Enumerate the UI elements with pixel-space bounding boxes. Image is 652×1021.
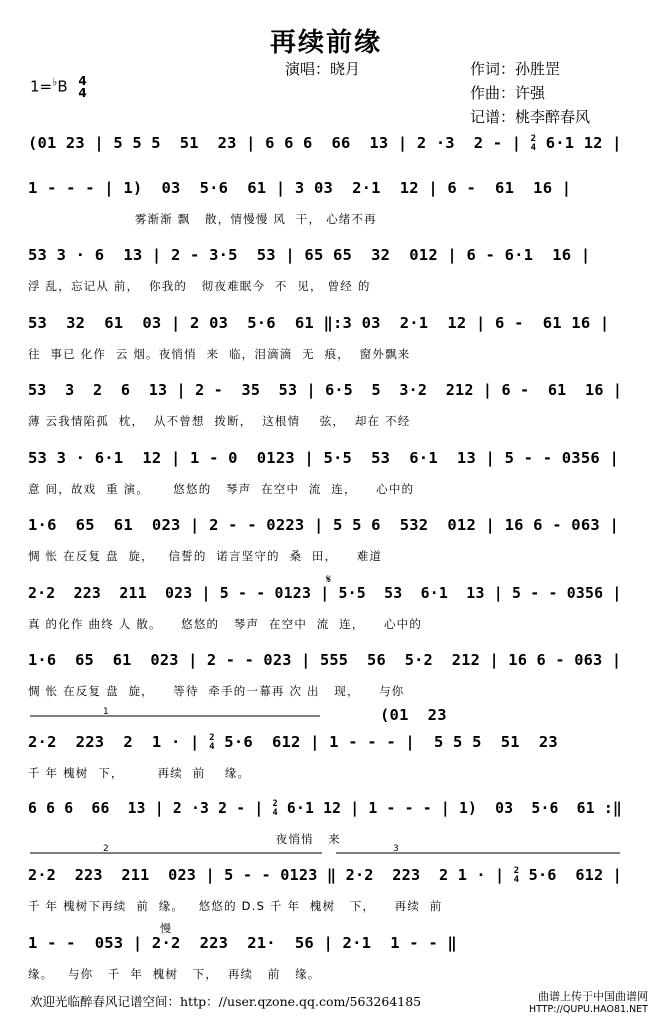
lyricist-credit: 作词：孙胜罡 (470, 60, 561, 78)
time-bottom: 4 (78, 86, 87, 100)
notation-segment: (01 23 | 5 5 5 51 23 | 6 6 6 66 13 | 2 ·3 2 - | (28, 134, 531, 152)
notation-segment: 1 - - 053 | 2·2 223 21· 56 | 2·1 1 - - ‖ (28, 934, 457, 952)
notation-line (28, 727, 622, 757)
time-signature-change (272, 800, 277, 818)
notation-segment: 2·2 223 211 023 | 5 - - 0123 | 5·5 53 6·1 13 | 5 - - 0356 | (28, 584, 622, 602)
ts-bottom: 4 (209, 741, 215, 752)
ts-bottom: 4 (513, 874, 520, 885)
key-letter: B (57, 77, 68, 96)
notation-segment: 1 - - - | 1) 03 5·6 61 | 3 03 2·1 12 | 6 - 61 16 | (28, 179, 572, 197)
footer-text: 欢迎光临醉春风记谱空间：http：//user.qzone.qq.com/563264185 (30, 994, 422, 1009)
ts-bottom: 4 (272, 807, 278, 818)
notation-segment: 2·2 223 2 1 · | (28, 733, 210, 751)
site-credit (529, 990, 648, 1016)
notation-segment: 6 6 6 66 13 | 2 ·3 2 - | (28, 799, 273, 817)
lyrics-line: 雾渐渐 飘 散，情慢慢 风 干， 心绪不再 (28, 212, 377, 226)
ts-bottom: 4 (530, 142, 537, 153)
lyrics-line: 夜悄悄 来 (28, 832, 341, 846)
transcriber-credit: 记谱：桃李醉春风 (470, 108, 591, 126)
volta-1-label: 1 (103, 707, 109, 717)
site-line-1: 曲谱上传于中国曲谱网 (538, 990, 648, 1003)
notation-segment: 53 3 2 6 13 | 2 - 35 53 | 6·5 5 3·2 212 | 6 - 61 16 | (28, 381, 623, 399)
site-line-2: HTTP://QUPU.HAO81.NET (528, 1004, 648, 1015)
notation-segment: 6·1 12 | (545, 134, 622, 152)
notation-segment: 5·6 612 | 1 - - - | 5 5 5 51 23 (224, 733, 558, 751)
notation-line (28, 375, 623, 405)
notation-segment: 53 32 61 03 | 2 03 5·6 61 ‖:3 03 2·1 12 | 6 - 61 16 | (28, 314, 610, 332)
lyrics-line: 薄 云我情陷孤 枕， 从不曾想 拨断， 这根情 弦， 却在 不经 (28, 414, 411, 428)
notation-line (28, 240, 622, 270)
notation-line (28, 510, 622, 540)
notation-line (28, 173, 622, 203)
song-title: 再续前缘 (269, 28, 382, 58)
tempo-slow-mark: 慢 (160, 922, 171, 935)
ts-top: 2 (209, 732, 215, 743)
notation-segment: 1·6 65 61 023 | 2 - - 0223 | 5 5 6 532 012 | 16 6 - 063 | (28, 516, 619, 534)
notation-segment: 5·6 612 | (528, 866, 623, 884)
intro-repeat-notes: (01 23 (380, 706, 447, 724)
notation-segment: 1·6 65 61 023 | 2 - - 023 | 555 56 5·2 212 | 16 6 - 063 | (28, 651, 622, 669)
notation-segment: 6·1 12 | 1 - - - | 1) 03 5·6 61 :‖ (286, 799, 622, 817)
ts-top: 2 (530, 133, 537, 144)
time-signature (78, 75, 86, 99)
notation-segment: 53 3 · 6·1 12 | 1 - 0 0123 | 5·5 53 6·1 13 | 5 - - 0356 | (28, 449, 619, 467)
segno-sign: 𝄋 (326, 572, 332, 586)
key-prefix: 1= (30, 77, 53, 96)
notation-line (28, 793, 622, 823)
time-signature-change (514, 867, 520, 885)
time-signature-change (209, 734, 215, 752)
notation-line (28, 443, 622, 473)
time-signature-change (531, 135, 537, 153)
notation-line (28, 128, 622, 158)
notation-segment: 2·2 223 211 023 | 5 - - 0123 ‖ 2·2 223 2 1 · | (28, 866, 514, 884)
flat-sign: ♭ (52, 75, 58, 89)
lyrics-line: 惆 怅 在反复 盘 旋， 信誓的 诺言坚守的 桑 田， 难道 (28, 549, 383, 563)
volta-3-label: 3 (393, 844, 399, 854)
lyrics-line: 往 事已 化作 云 烟。夜悄悄 来 临，泪滴滴 无 痕， 窗外飘来 (28, 347, 411, 361)
notation-line (28, 308, 622, 338)
composer-credit: 作曲：许强 (470, 84, 546, 102)
notation-line (28, 928, 622, 958)
lyrics-line: 千 年 槐树 下， 再续 前 缘。 (28, 766, 251, 780)
ts-top: 2 (272, 798, 278, 809)
volta-2-label: 2 (103, 844, 109, 854)
ts-top: 2 (513, 865, 520, 876)
lyrics-line: 真 的化作 曲终 人 散。 悠悠的 琴声 在空中 流 连， 心中的 (28, 617, 423, 631)
lyrics-line: 浮 乱，忘记从 前， 你我的 彻夜难眠今 不 见， 曾经 的 (28, 279, 371, 293)
notation-line (28, 578, 622, 608)
lyrics-line: 缘。 与你 千 年 槐树 下， 再续 前 缘。 (28, 967, 321, 981)
notation-segment: 53 3 · 6 13 | 2 - 3·5 53 | 65 65 32 012 | 6 - 6·1 16 | (28, 246, 591, 264)
time-top: 4 (78, 74, 87, 88)
notation-line (28, 860, 623, 890)
lyrics-line: 意 间，故戏 重 演。 悠悠的 琴声 在空中 流 连， 心中的 (28, 482, 415, 496)
key-signature (30, 75, 87, 99)
lyrics-line: 千 年 槐树下再续 前 缘。 悠悠的 D.S 千 年 槐树 下， 再续 前 (28, 899, 443, 913)
singer-credit: 演唱：晓月 (285, 60, 361, 78)
notation-line (28, 645, 622, 675)
lyrics-line: 惆 怅 在反复 盘 旋， 等待 牵手的一幕再 次 出 现， 与你 (28, 684, 405, 698)
